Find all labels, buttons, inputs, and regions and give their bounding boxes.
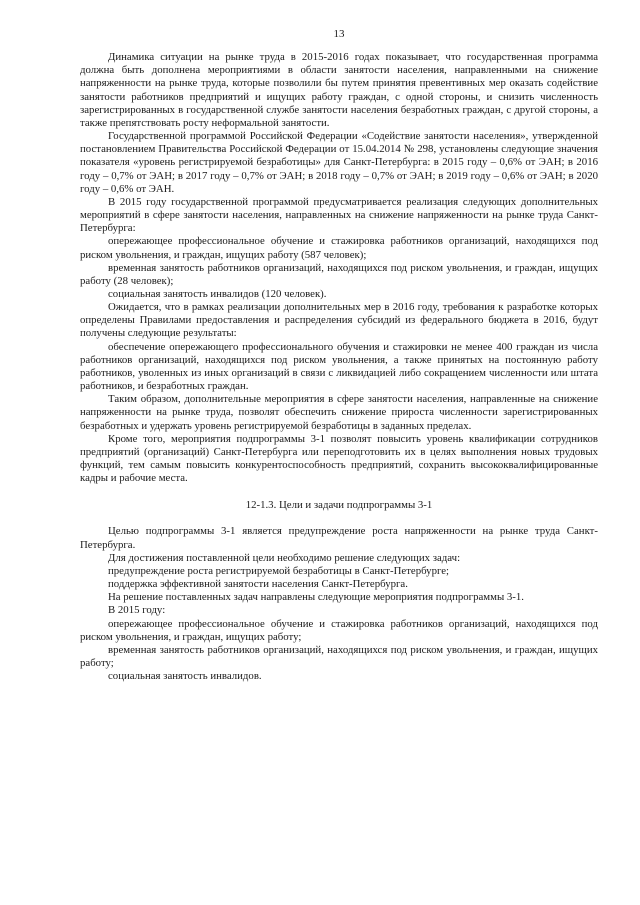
- paragraph: В 2015 году государственной программой предусматривается реализация следующих дополнительных мероприятий в сфере занятости населения, направленных на снижение напряженности на рынке труда Санкт-Петербурга:: [80, 195, 598, 235]
- paragraph: Кроме того, мероприятия подпрограммы 3-1 позволят повысить уровень квалификации сотрудников предприятий (организаций) Санкт-Петербурга или переподготовить их в целях выполнения новых трудовых функций, тем самым повысить конкурентоспособность предприятий, сохранить высококвалифицированные кадры и рабочие места.: [80, 432, 598, 485]
- paragraph: Динамика ситуации на рынке труда в 2015-2016 годах показывает, что государственная программа должна быть дополнена мероприятиями в области занятости населения, направленными на снижение напряженности на рынке труда, которые позволили бы путем принятия превентивных мер оказать содействие занятости работников предприятий и ищущих работу граждан, с одной стороны, и снизить численность зарегистрированных в государственной службе занятости населения безработных граждан, с другой стороны, а также препятствовать росту неформальной занятости.: [80, 51, 598, 129]
- paragraph: На решение поставленных задач направлены следующие мероприятия подпрограммы 3-1.: [108, 591, 524, 604]
- list-item: обеспечение опережающего профессионального обучения и стажировки не менее 400 граждан из числа работников организаций, находящихся под риском увольнения, а также принятых на постоянную работу работников, уволенных из иных организаций в связи с ликвидацией либо сокращением численности или штата работников, и безработных граждан.: [80, 340, 598, 393]
- page-number: 13: [333, 28, 345, 40]
- paragraph: Целью подпрограммы 3-1 является предупреждение роста напряженности на рынке труда Санкт-Петербурга.: [80, 525, 598, 551]
- list-item: поддержка эффективной занятости населения Санкт-Петербурга.: [108, 578, 408, 591]
- list-item: предупреждение роста регистрируемой безработицы в Санкт-Петербурге;: [108, 564, 450, 577]
- paragraph: Таким образом, дополнительные мероприятия в сфере занятости населения, направленные на снижение напряженности на рынке труда, позволят обеспечить снижение прироста численности зарегистрированных безработных и удержать уровень регистрируемой безработицы в заданных пределах.: [80, 393, 598, 432]
- list-item: временная занятость работников организаций, находящихся под риском увольнения, и граждан, ищущих работу;: [80, 643, 598, 670]
- section-heading: 12-1.3. Цели и задачи подпрограммы 3-1: [245, 499, 433, 512]
- paragraph: Ожидается, что в рамках реализации дополнительных мер в 2016 году, требования к разработке которых определены Правилами предоставления и распределения субсидий из федерального бюджета в 2016, будут получены следующие результаты:: [80, 301, 598, 340]
- list-item: социальная занятость инвалидов.: [108, 670, 262, 683]
- list-item: социальная занятость инвалидов (120 человек).: [108, 287, 327, 300]
- list-item: опережающее профессиональное обучение и стажировка работников организаций, находящихся под риском увольнения, и граждан, ищущих работу (587 человек);: [80, 235, 598, 261]
- list-item: временная занятость работников организаций, находящихся под риском увольнения, и граждан, ищущих работу (28 человек);: [80, 261, 598, 287]
- paragraph: В 2015 году:: [108, 604, 166, 617]
- paragraph: Для достижения поставленной цели необходимо решение следующих задач:: [108, 551, 461, 564]
- list-item: опережающее профессиональное обучение и стажировка работников организаций, находящихся под риском увольнения, и граждан, ищущих работу;: [80, 617, 598, 643]
- paragraph: Государственной программой Российской Федерации «Содействие занятости населения», утвержденной постановлением Правительства Российской Федерации от 15.04.2014 № 298, установлены следующие значения показателя «уровень регистрируемой безработицы» для Санкт-Петербурга: в 2015 году – 0,6% от ЭАН; в 2016 году – 0,7% от ЭАН; в 2017 году – 0,7% от ЭАН; в 2018 году – 0,7% от ЭАН; в 2019 году – 0,6% от ЭАН; в 2020 году – 0,6% от ЭАН.: [80, 130, 598, 195]
